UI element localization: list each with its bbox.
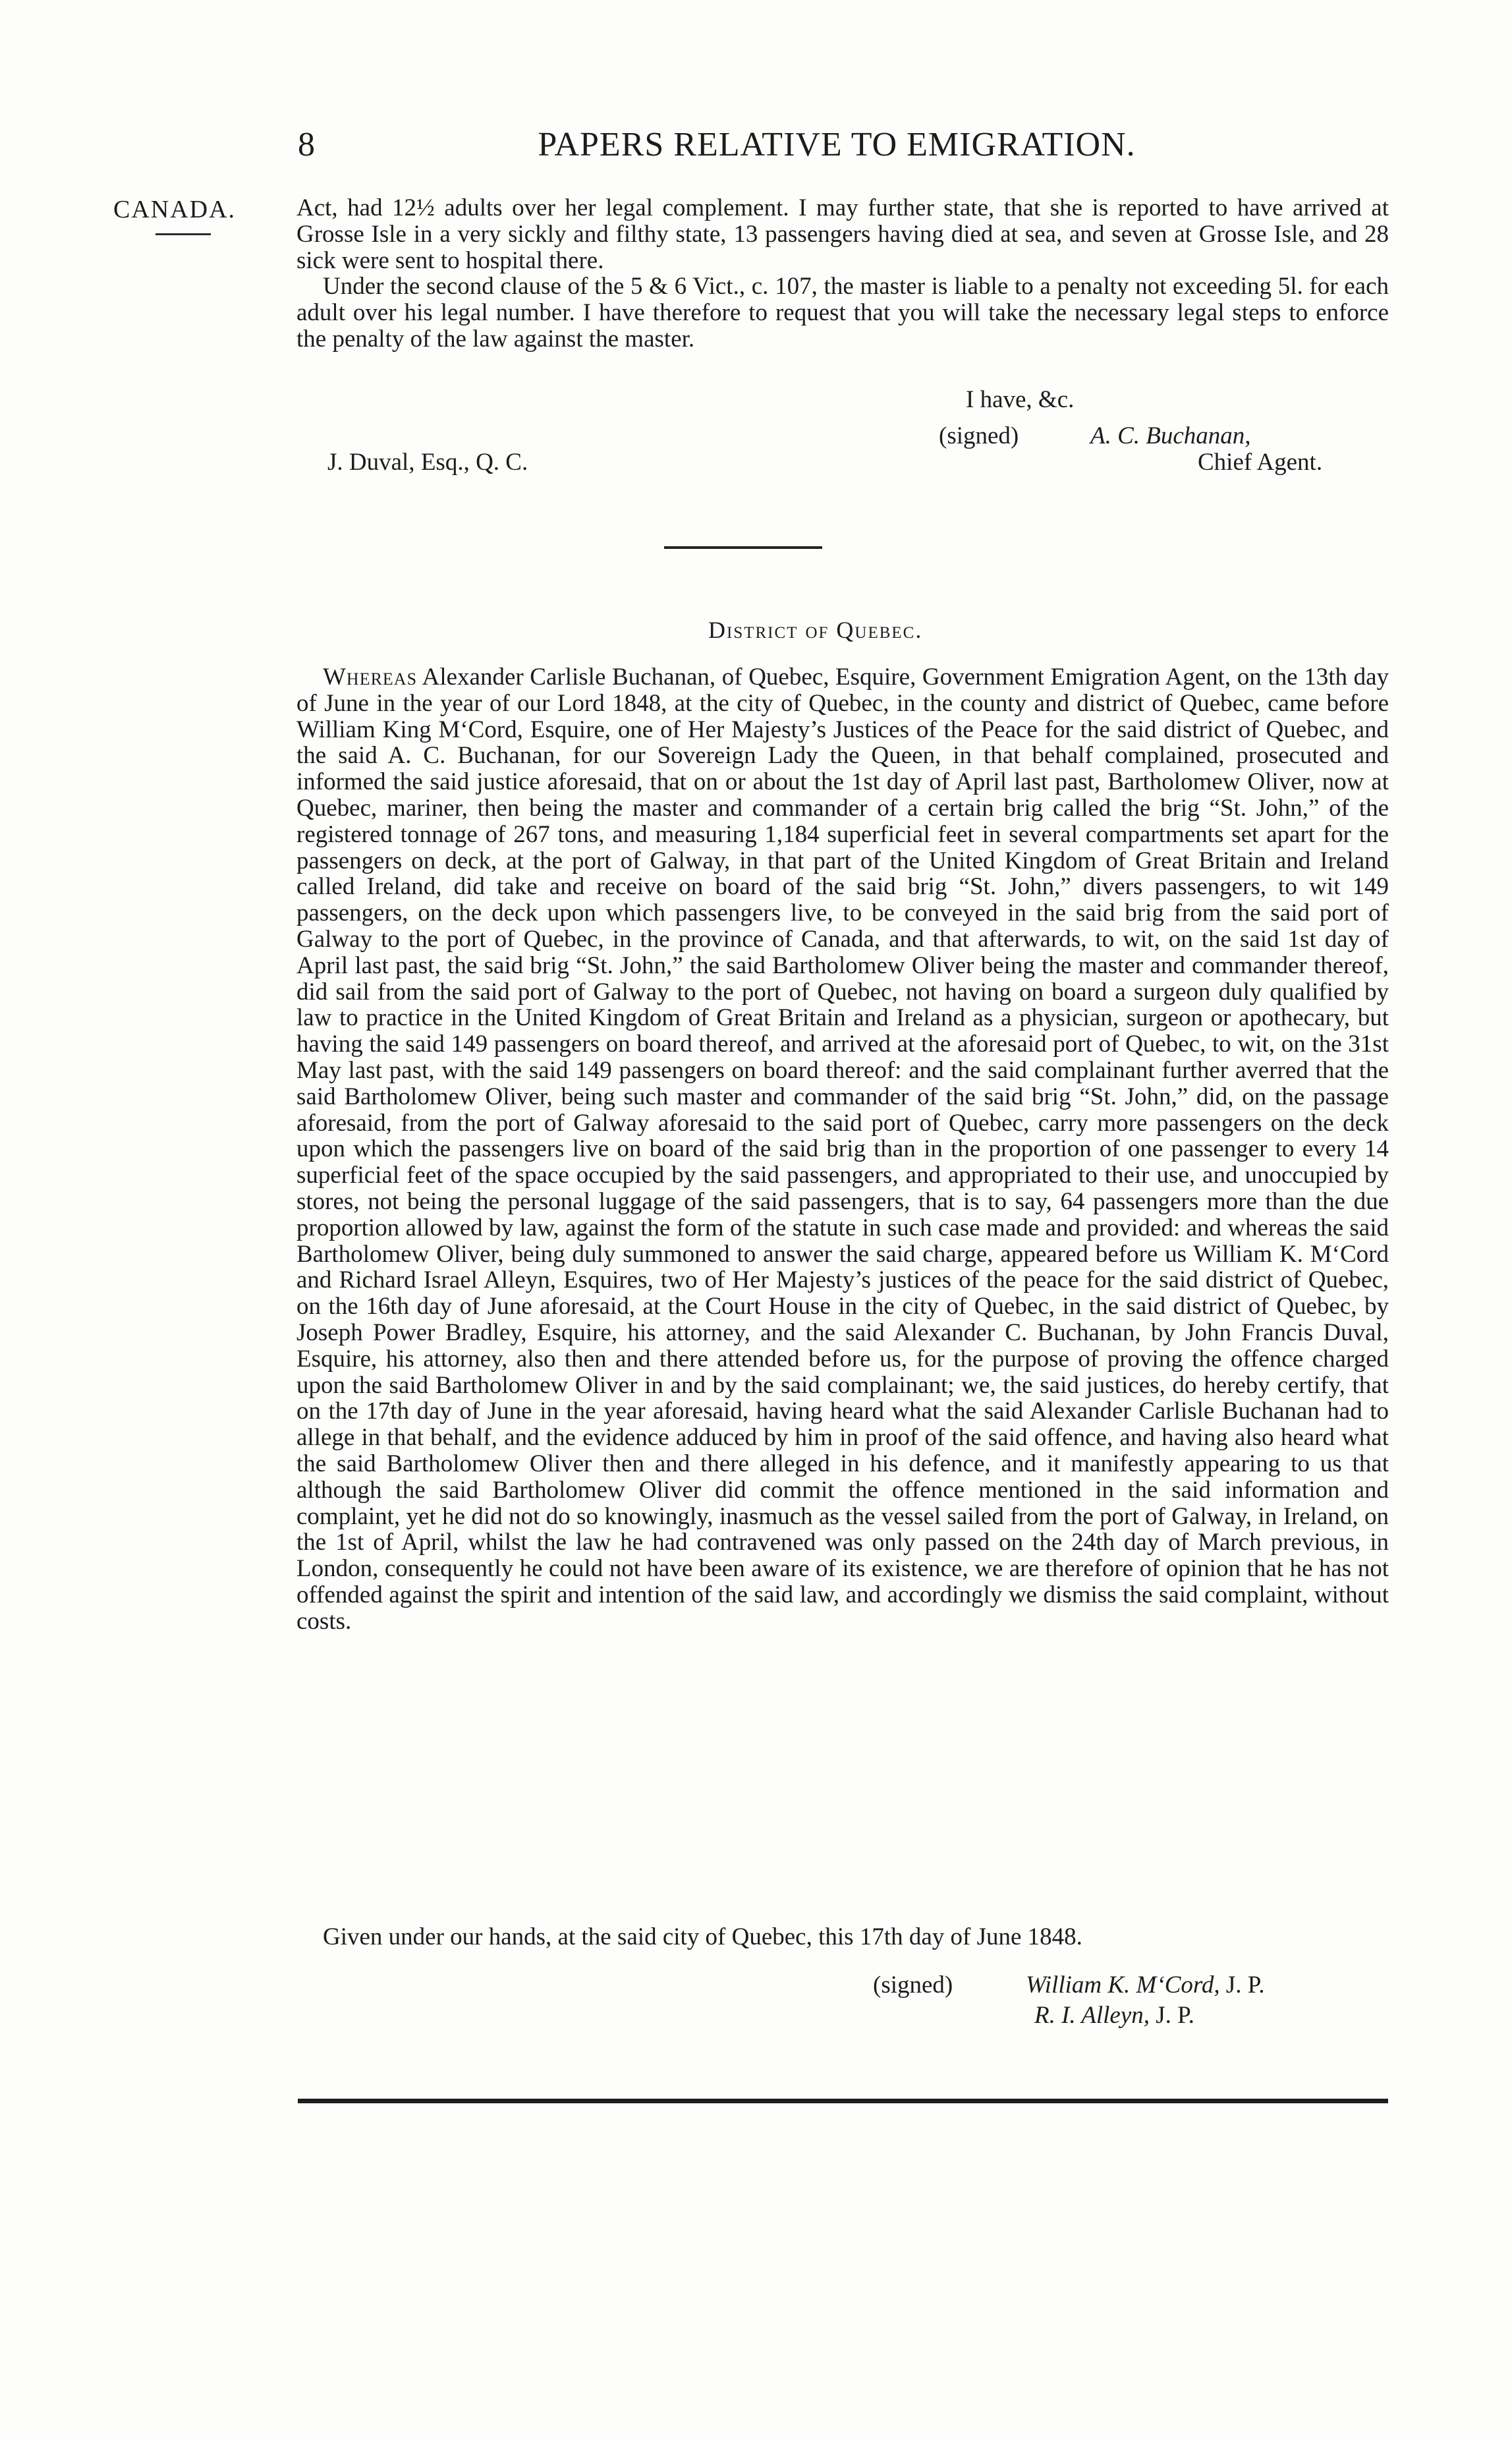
justice-name: William K. M‘Cord, xyxy=(1026,1972,1220,1999)
side-note-dash xyxy=(155,233,211,235)
letter-signer-title: Chief Agent. xyxy=(1198,449,1323,476)
given-under-hands-line: Given under our hands, at the said city of Quebec, this 17th day of June 1848. xyxy=(323,1923,1082,1950)
justice-signature-1 xyxy=(1026,1971,1265,1999)
warrant-text: Alexander Carlisle Buchanan, of Quebec, Esquire, Government Emigration Agent, on the 13th day of June in the year of our Lord 1848, at the city of Quebec, in the county and district of Quebec, came before William King M‘Cord, Esquire, one of Her Majesty’s Justices of the Peace for the said district of Quebec, and the said A. C. Buchanan, for our Sovereign Lady the Queen, in that behalf complained, prosecuted and informed the said justice aforesaid, that on or about the 1st day of April last past, Bartholomew Oliver, now at Quebec, mariner, then being the master and commander of a certain brig called the brig “St. John,” of the registered tonnage of 267 tons, and measuring 1,184 superficial feet in several compartments set apart for the passengers on deck, at the port of Galway, in that part of the United Kingdom of Great Britain and Ireland called Ireland, did take and receive on board of the said brig “St. John,” divers passengers, to wit 149 passengers, on the deck upon which passengers live, to be conveyed in the said brig from the said port of Galway to the port of Quebec, in the province of Canada, and that afterwards, to wit, on the said 1st day of April last past, the said brig “St. John,” the said Bartholomew Oliver being the master and commander thereof, did sail from the said port of Galway to the port of Quebec, not having on board a surgeon duly qualified by law to practice in the United Kingdom of Great Britain and Ireland as a physician, surgeon or apothecary, but having the said 149 passengers on board thereof, and arrived at the aforesaid port of Quebec, to wit, on the 31st May last past, with the said 149 passengers on board thereof: and the said complainant further averred that the said Bartholomew Oliver, being such master and commander of the said brig “St. John,” did, on the passage aforesaid, from the port of Galway aforesaid to the said port of Quebec, carry more passengers on the deck upon which the passengers live on board of the said brig than in the proportion of one passenger to every 14 superficial feet of the space occupied by the said passengers, and appropriated to their use, and unoccupied by stores, not being the personal luggage of the said passengers, that is to say, 64 passengers more than the due proportion allowed by law, against the form of the statute in such case made and provided: and whereas the said Bartholomew Oliver, being duly summoned to answer the said charge, appeared before us William K. M‘Cord and Richard Israel Alleyn, Esquires, two of Her Majesty’s justices of the peace for the said district of Quebec, on the 16th day of June aforesaid, at the Court House in the city of Quebec, in the said district of Quebec, by Joseph Power Bradley, Esquire, his attorney, and the said Alexander C. Buchanan, by John Francis Duval, Esquire, his attorney, also then and there attended before us, for the purpose of proving the offence charged upon the said Bartholomew Oliver in and by the said complainant; we, the said justices, do hereby certify, that on the 17th day of June in the year aforesaid, having heard what the said Alexander Carlisle Buchanan had to allege in that behalf, and the evidence adduced by him in proof of the said offence, and having also heard what the said Bartholomew Oliver then and there alleged in his defence, and it manifestly appearing to us that although the said Bartholomew Oliver did commit the offence mentioned in the said information and complaint, yet he did not do so knowingly, inasmuch as the vessel sailed from the port of Galway, in Ireland, on the 1st of April, whilst the law he had contravened was only passed on the 24th day of March previous, in London, consequently he could not have been aware of its existence, we are therefore of opinion that he has not offended against the spirit and intention of the said law, and accordingly we dismiss the said complaint, without costs. xyxy=(296,664,1389,1635)
letter-signer: A. C. Buchanan, xyxy=(1090,422,1251,449)
letter-body xyxy=(296,195,1389,353)
page-number: 8 xyxy=(298,126,315,163)
warrant-body xyxy=(296,664,1389,1634)
end-rule xyxy=(298,2099,1388,2103)
justice-signature-2 xyxy=(1034,2001,1194,2029)
section-divider xyxy=(664,546,822,549)
warrant-lead-word: Whereas xyxy=(323,664,418,691)
letter-addressee: J. Duval, Esq., Q. C. xyxy=(327,449,528,476)
running-title: PAPERS RELATIVE TO EMIGRATION. xyxy=(538,126,1136,163)
warrant-signed-label: (signed) xyxy=(873,1972,953,1999)
justice-name: R. I. Alleyn, xyxy=(1034,2002,1150,2029)
justice-title: J. P. xyxy=(1225,1972,1265,1999)
letter-paragraph-1: Act, had 12½ adults over her legal complement. I may further state, that she is reported to have arrived at Grosse Isle in a very sickly and filthy state, 13 passengers having died at sea, and seven at Grosse Isle, and 28 sick were sent to hospital there. xyxy=(296,194,1389,274)
warrant-paragraph xyxy=(296,664,1389,1634)
letter-paragraph-2: Under the second clause of the 5 & 6 Vict., c. 107, the master is liable to a penalty not exceeding 5l. for each adult over his legal number. I have therefore to request that you will take the necessary legal steps to enforce the penalty of the law against the master. xyxy=(296,273,1389,353)
letter-signed-label: (signed) xyxy=(939,422,1019,449)
justice-title: J. P. xyxy=(1156,2002,1194,2029)
district-heading: District of Quebec. xyxy=(708,617,923,643)
letter-closing: I have, &c. xyxy=(966,386,1075,413)
side-note-canada: CANADA. xyxy=(113,196,237,223)
